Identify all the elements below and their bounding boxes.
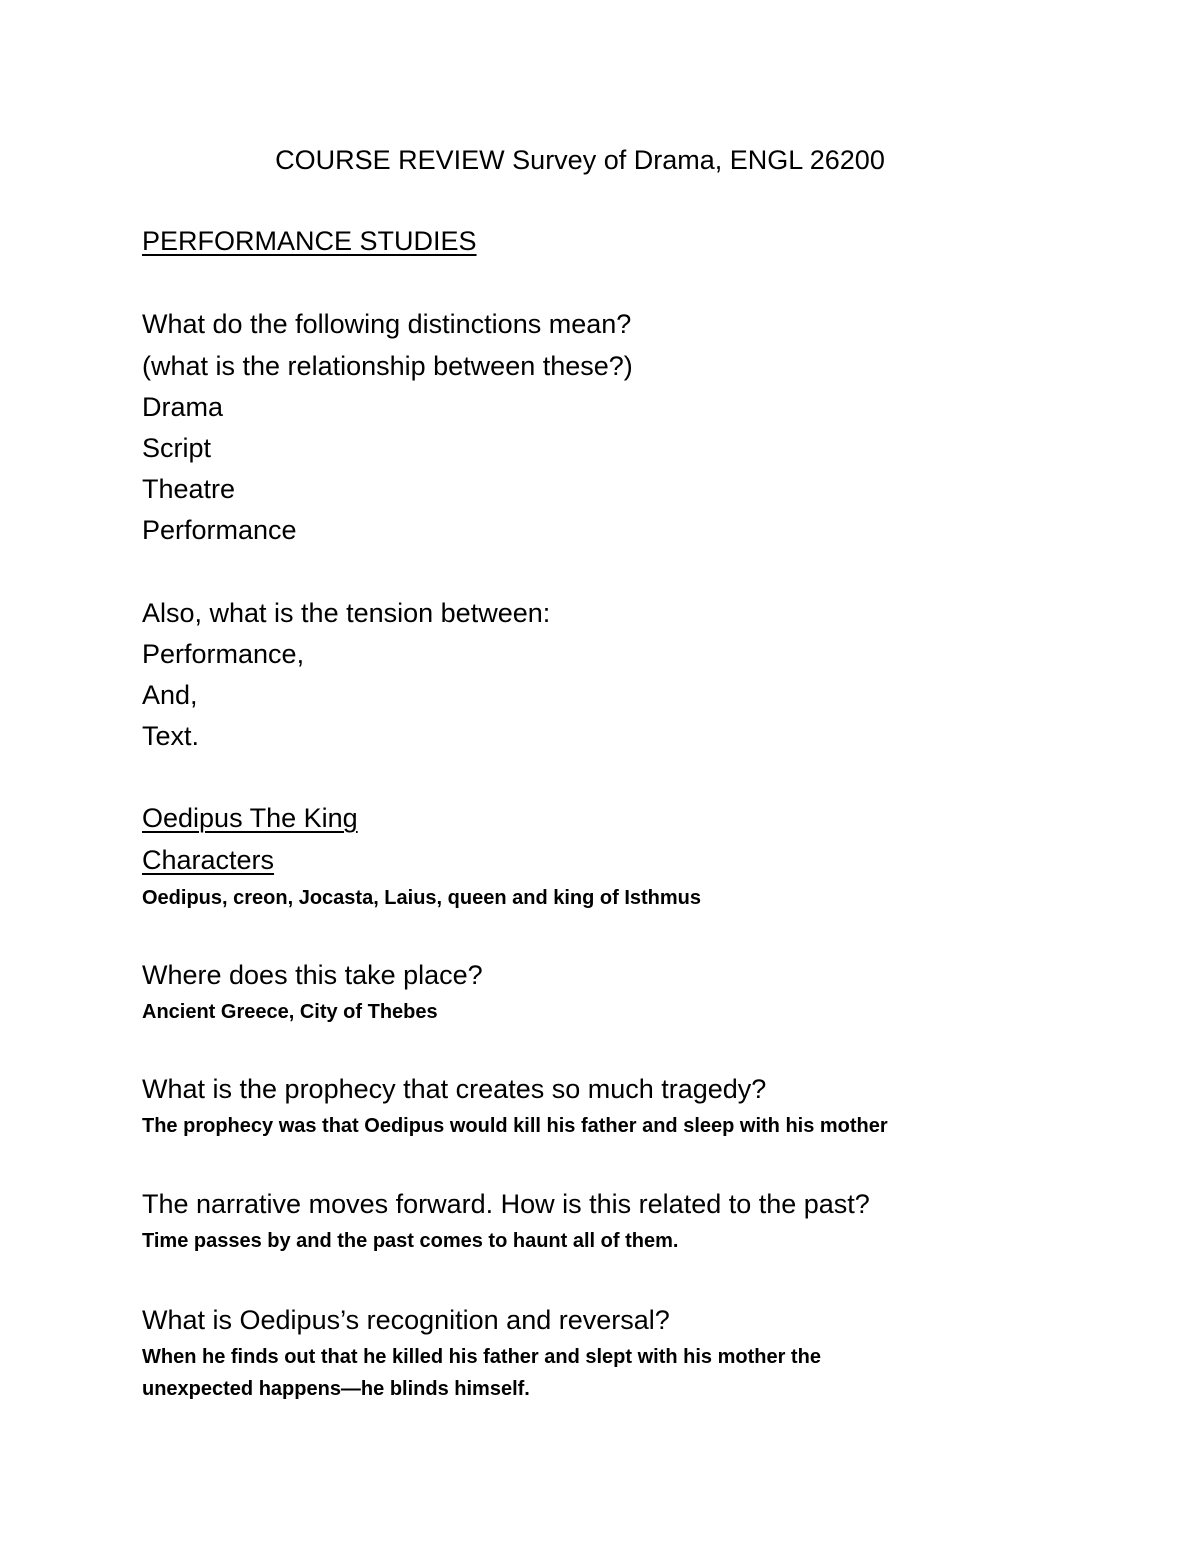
tension-question: Also, what is the tension between:: [142, 598, 551, 628]
relationship-subquestion: (what is the relationship between these?): [142, 351, 633, 381]
term-script: Script: [142, 433, 212, 463]
tension-term-performance: Performance,: [142, 639, 305, 669]
setting-question: Where does this take place?: [142, 960, 483, 990]
characters-heading: Characters: [142, 845, 275, 875]
term-drama: Drama: [142, 392, 224, 422]
tension-term-and: And,: [142, 680, 198, 710]
recognition-answer-line-1: When he finds out that he killed his father and slept with his mother the: [142, 1346, 821, 1368]
oedipus-heading: Oedipus The King: [142, 803, 358, 833]
document-title: COURSE REVIEW Survey of Drama, ENGL 26200: [275, 145, 885, 175]
performance-studies-heading: PERFORMANCE STUDIES: [142, 226, 477, 256]
tension-term-text: Text.: [142, 721, 200, 751]
prophecy-question: What is the prophecy that creates so much tragedy?: [142, 1074, 767, 1104]
term-theatre: Theatre: [142, 474, 236, 504]
prophecy-answer: The prophecy was that Oedipus would kill his father and sleep with his mother: [142, 1115, 888, 1137]
recognition-question: What is Oedipus’s recognition and reversal?: [142, 1305, 670, 1335]
setting-answer: Ancient Greece, City of Thebes: [142, 1001, 438, 1023]
distinctions-question: What do the following distinctions mean?: [142, 309, 632, 339]
characters-answer: Oedipus, creon, Jocasta, Laius, queen and king of Isthmus: [142, 887, 702, 909]
narrative-answer: Time passes by and the past comes to haunt all of them.: [142, 1230, 679, 1252]
recognition-answer-line-2: unexpected happens—he blinds himself.: [142, 1378, 530, 1400]
term-performance: Performance: [142, 515, 297, 545]
narrative-question: The narrative moves forward. How is this related to the past?: [142, 1189, 870, 1219]
